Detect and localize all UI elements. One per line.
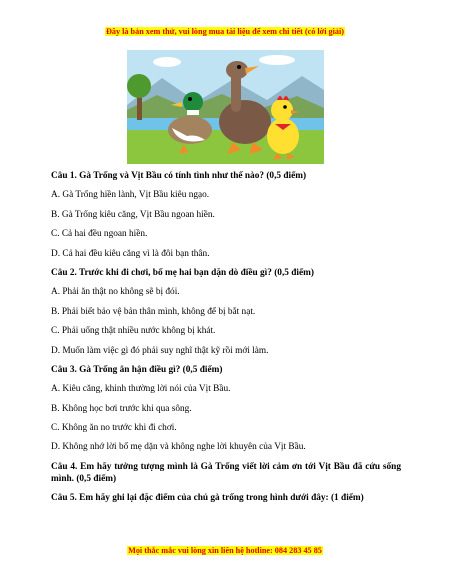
question-1-option-a: A. Gà Trống hiền lành, Vịt Bầu kiêu ngạo. bbox=[51, 190, 210, 201]
question-3-option-b: B. Không học bơi trước khi qua sông. bbox=[51, 403, 192, 414]
question-4-title: Câu 4. Em hãy tưởng tượng mình là Gà Trống viết lời cảm ơn tới Vịt Bầu đã cứu sống mình. (0,5 điểm) bbox=[51, 461, 401, 484]
question-3-title: Câu 3. Gà Trống ân hận điều gì? (0,5 điểm) bbox=[51, 364, 223, 375]
worksheet-content bbox=[51, 170, 401, 512]
question-1-option-b: B. Gà Trống kiêu căng, Vịt Bầu ngoan hiền. bbox=[51, 209, 215, 220]
question-2-option-c: C. Phải uống thật nhiều nước không bị khát. bbox=[51, 326, 216, 337]
question-3-option-a: A. Kiêu căng, khinh thường lời nói của Vịt Bầu. bbox=[51, 384, 231, 395]
cloud bbox=[259, 55, 295, 65]
question-2-title: Câu 2. Trước khi đi chơi, bố mẹ hai bạn dặn dò điều gì? (0,5 điểm) bbox=[51, 267, 314, 278]
question-2-option-d: D. Muốn làm việc gì đó phải suy nghĩ thật kỹ rồi mới làm. bbox=[51, 345, 269, 356]
question-1-option-c: C. Cả hai đều ngoan hiền. bbox=[51, 229, 148, 240]
question-1-option-d: D. Cả hai đều kiêu căng vì là đôi bạn thân. bbox=[51, 248, 210, 259]
hotline-text: Mọi thắc mắc vui lòng xin liên hệ hotline: 084 283 45 85 bbox=[128, 546, 322, 555]
cloud bbox=[153, 57, 181, 67]
preview-notice bbox=[0, 27, 450, 36]
question-5-title: Câu 5. Em hãy ghi lại đặc điểm của chú gà trống trong hình dưới đây: (1 điểm) bbox=[51, 493, 364, 504]
question-2-option-a: A. Phải ăn thật no không sẽ bị đói. bbox=[51, 287, 180, 298]
question-3-option-c: C. Không ăn no trước khi đi chơi. bbox=[51, 423, 177, 434]
hotline-footer bbox=[0, 546, 450, 555]
question-2-option-b: B. Phải biết bảo vệ bản thân mình, không để bị bắt nạt. bbox=[51, 306, 256, 317]
preview-notice-text: Đây là bản xem thử, vui lòng mua tài liệu để xem chi tiết (có lời giải) bbox=[105, 27, 344, 36]
duck-and-rooster-illustration bbox=[127, 50, 324, 164]
question-1-title: Câu 1. Gà Trống và Vịt Bầu có tính tình như thế nào? (0,5 điểm) bbox=[51, 171, 307, 181]
question-3-option-d: D. Không nhớ lời bố mẹ dặn và không nghe lời khuyên của Vịt Bầu. bbox=[51, 442, 306, 453]
